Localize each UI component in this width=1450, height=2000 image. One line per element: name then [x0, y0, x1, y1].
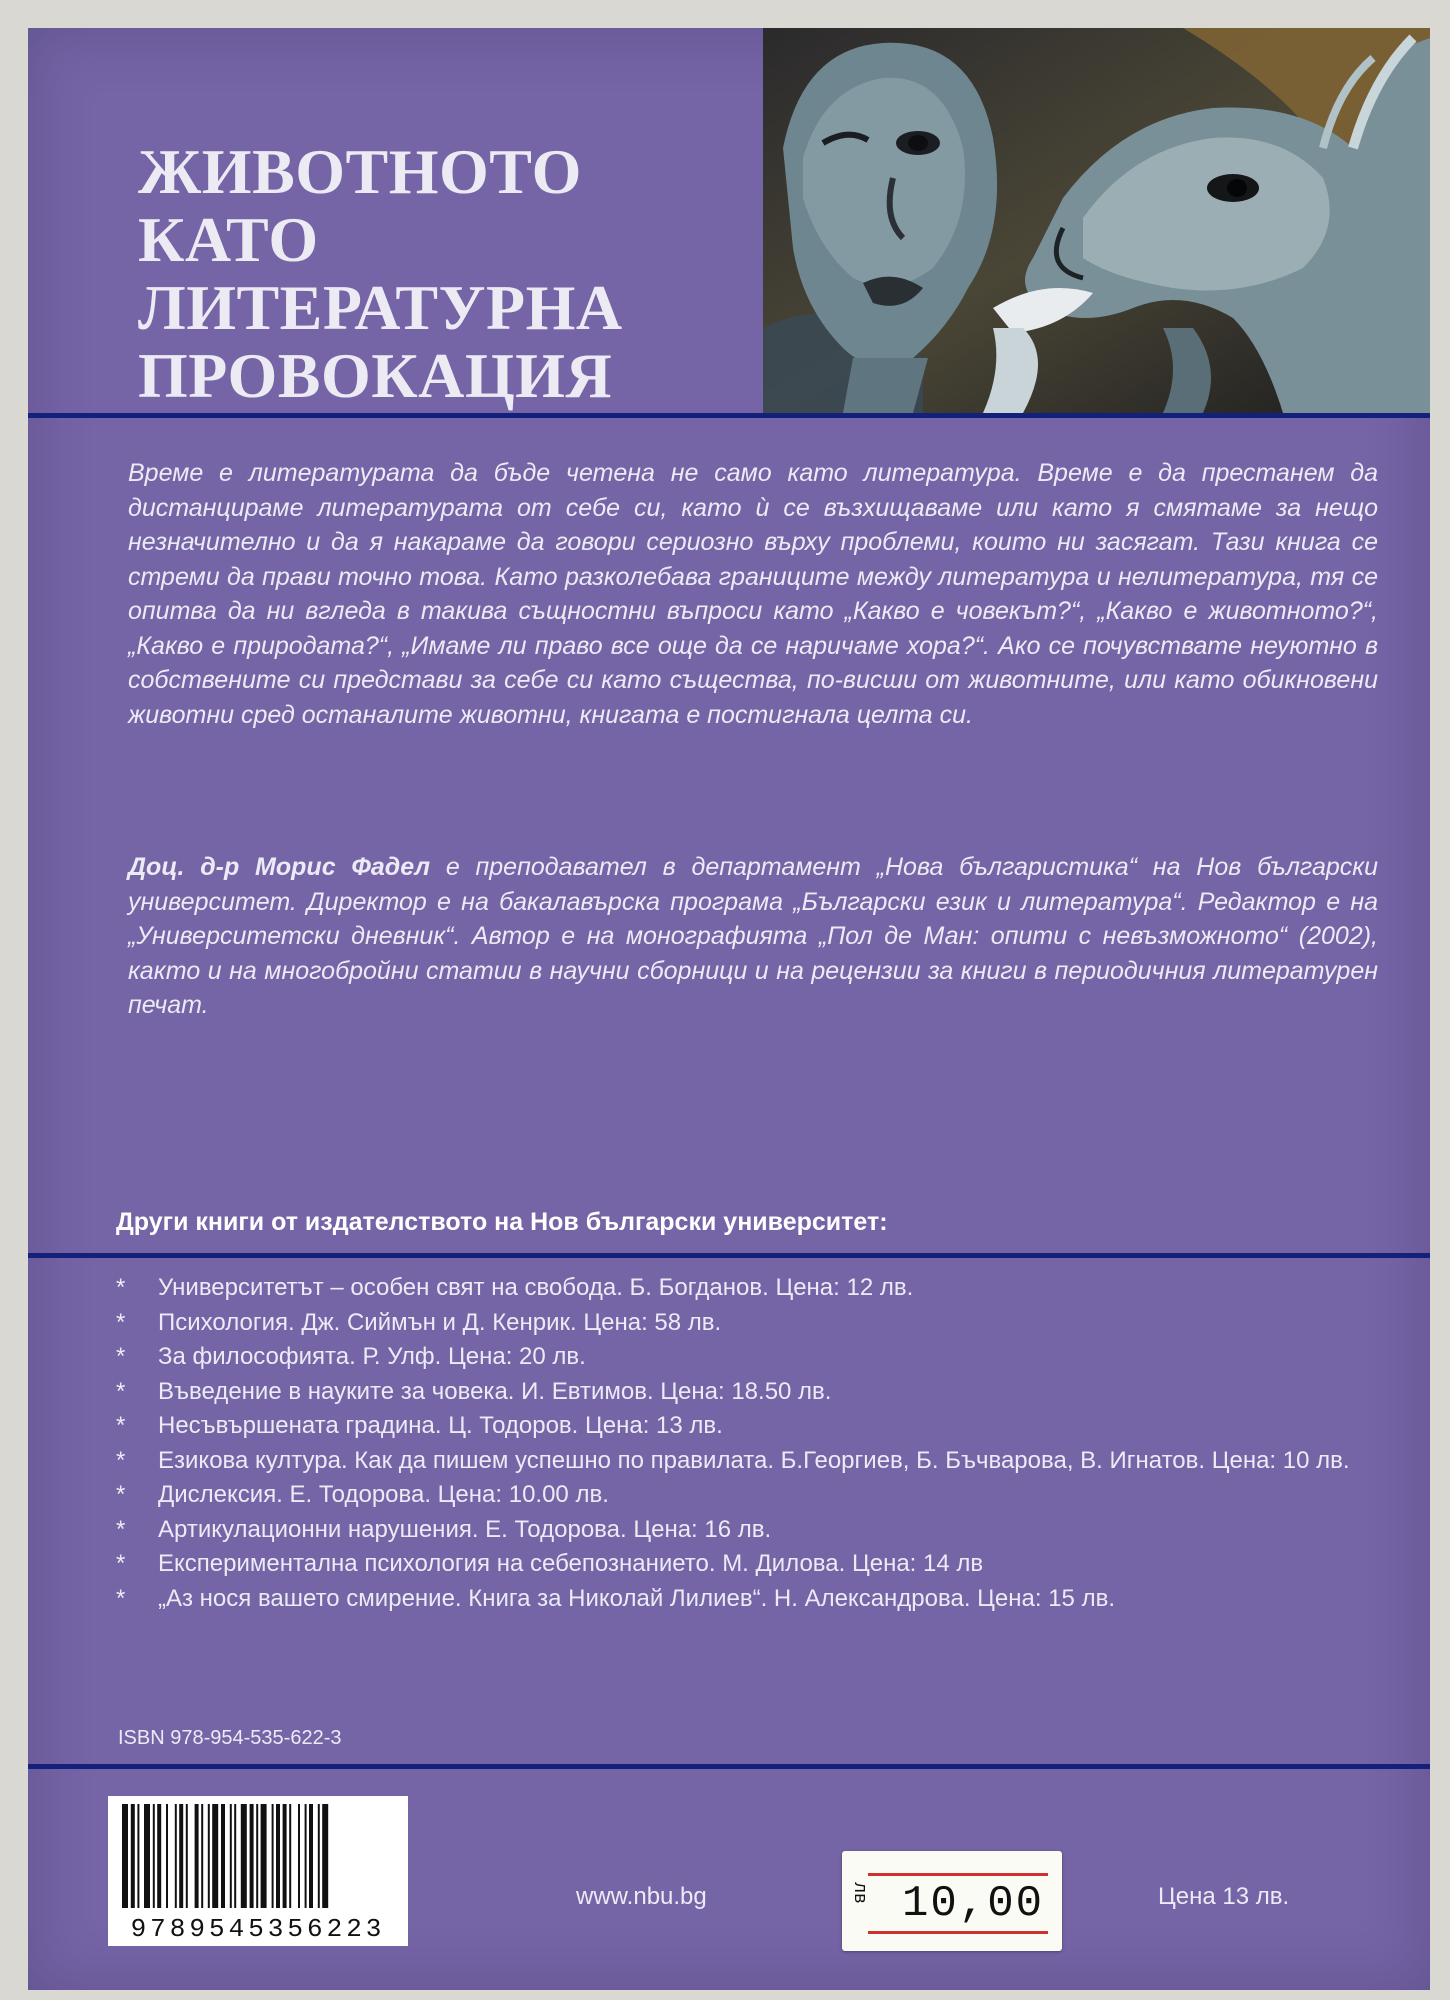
author-bio-text: е преподавател в департамент „Нова българистика“ на Нов български университет. Директор е на бакалавърска програма „Български език и литература“. Редактор е на „Университетски дневник“. Автор е на монографията „Пол де Ман: опити с невъзможното“ (2002), както и на многобройни статии в научни сборници и на рецензии за книги в периодичния литературен печат.: [128, 853, 1378, 1019]
list-item: [116, 1375, 1396, 1410]
barcode-bar: [208, 1804, 210, 1908]
barcode-bar: [276, 1804, 280, 1908]
bullet-icon: *: [116, 1274, 126, 1301]
barcode-bar: [175, 1804, 177, 1908]
book-entry: Въведение в науките за човека. И. Евтимов. Цена: 18.50 лв.: [158, 1377, 832, 1405]
barcode-bar: [272, 1804, 274, 1908]
sticker-line: [868, 1873, 1048, 1876]
barcode-bar: [322, 1804, 328, 1908]
barcode-bar: [241, 1804, 247, 1908]
bullet-icon: *: [116, 1515, 126, 1543]
isbn: ISBN 978-954-535-622-3: [118, 1727, 342, 1749]
bullet-icon: *: [116, 1412, 126, 1439]
barcode-bar: [289, 1804, 291, 1908]
title-line: ЛИТЕРАТУРНА: [138, 272, 623, 343]
barcode-bar: [261, 1804, 267, 1908]
other-books-list: [116, 1271, 1396, 1616]
barcode-bar: [195, 1804, 199, 1908]
barcode-bar: [201, 1804, 203, 1908]
barcode-bar: [221, 1804, 225, 1908]
list-item: [116, 1547, 1396, 1582]
book-title: [138, 138, 623, 410]
other-books-heading: Други книги от издателството на Нов български университет:: [116, 1208, 888, 1236]
list-item: [116, 1340, 1396, 1375]
sticker-amount: 10,00: [902, 1879, 1045, 1929]
author-name: Доц. д-р Морис Фадел: [128, 853, 431, 881]
barcode-bar: [131, 1804, 135, 1908]
printed-price: Цена 13 лв.: [1158, 1883, 1290, 1910]
barcode-bar: [309, 1804, 313, 1908]
barcode-digits: 9789545356223: [130, 1914, 386, 1944]
book-entry: Експериментална психология на себепознанието. М. Дилова. Цена: 14 лв: [158, 1550, 984, 1577]
book-entry: Дислексия. Е. Тодорова. Цена: 10.00 лв.: [158, 1481, 609, 1508]
bullet-icon: *: [116, 1343, 126, 1370]
list-item: [116, 1306, 1396, 1341]
barcode-bars: [108, 1796, 408, 1914]
barcode: [108, 1796, 408, 1946]
barcode-bar: [305, 1804, 307, 1908]
price-sticker: [842, 1851, 1062, 1951]
divider: [28, 1764, 1430, 1769]
list-item: [116, 1582, 1396, 1617]
title-line: КАТО: [138, 204, 319, 275]
book-entry: Несъвършената градина. Ц. Тодоров. Цена: 13 лв.: [158, 1412, 723, 1439]
bullet-icon: *: [116, 1584, 126, 1612]
barcode-bar: [230, 1804, 232, 1908]
list-item: [116, 1444, 1396, 1479]
list-item: [116, 1513, 1396, 1548]
barcode-bar: [144, 1804, 150, 1908]
book-entry: За философията. Р. Улф. Цена: 20 лв.: [158, 1343, 586, 1370]
barcode-bar: [318, 1804, 320, 1908]
barcode-bar: [256, 1804, 258, 1908]
barcode-bar: [179, 1804, 183, 1908]
barcode-bar: [153, 1804, 155, 1908]
book-back-cover: [28, 28, 1430, 1990]
cover-painting: [763, 28, 1430, 413]
barcode-bar: [234, 1804, 236, 1908]
book-description: Време е литературата да бъде четена не само като литература. Време е да престанем да дистанцираме литературата от себе си, като ѝ се възхищаваме или като я смятаме за нещо незначително и да я накараме да говори сериозно върху проблеми, които ни засягат. Тази книга се стреми да прави точно това. Като разколебава границите между литература и нелитература, тя се опитва да ни вгледа в такива същностни въпроси като „Какво е човекът?“, „Какво е животното?“, „Какво е природата?“, „Имаме ли право все още да се наричаме хора?“. Ако се почувствате неуютно в собствените си представи за себе си като същества, по-висши от животните, или като обикновени животни сред останалите животни, книгата е постигнала целта си.: [128, 459, 1378, 729]
barcode-bar: [283, 1804, 287, 1908]
author-bio: [128, 850, 1378, 1023]
bullet-icon: *: [116, 1377, 126, 1405]
barcode-bar: [122, 1804, 128, 1908]
barcode-bar: [186, 1804, 188, 1908]
book-entry: Психология. Дж. Сиймън и Д. Кенрик. Цена: 58 лв.: [158, 1308, 722, 1336]
book-entry: „Аз нося вашето смирение. Книга за Николай Лилиев“. Н. Александрова. Цена: 15 лв.: [158, 1584, 1115, 1612]
sticker-line: [868, 1931, 1048, 1934]
list-item: [116, 1409, 1396, 1444]
book-entry: Езикова култура. Как да пишем успешно по правилата. Б.Георгиев, Б. Бъчварова, В. Игнатов. Цена: 10 лв.: [158, 1446, 1350, 1474]
sticker-currency: лв: [848, 1882, 869, 1904]
book-entry: Университетът – особен свят на свобода. Б. Богданов. Цена: 12 лв.: [158, 1274, 914, 1301]
list-item: [116, 1478, 1396, 1513]
bullet-icon: *: [116, 1446, 126, 1474]
barcode-bar: [166, 1804, 168, 1908]
barcode-bar: [250, 1804, 254, 1908]
bullet-icon: *: [116, 1481, 126, 1508]
website-link[interactable]: www.nbu.bg: [576, 1883, 707, 1910]
book-entry: Артикулационни нарушения. Е. Тодорова. Цена: 16 лв.: [158, 1515, 772, 1543]
painting-illustration: [763, 28, 1430, 413]
barcode-bar: [157, 1804, 161, 1908]
barcode-bar: [137, 1804, 139, 1908]
bullet-icon: *: [116, 1308, 126, 1336]
divider: [28, 413, 1430, 418]
barcode-bar: [212, 1804, 218, 1908]
list-item: [116, 1271, 1396, 1306]
barcode-bar: [298, 1804, 300, 1908]
title-line: ЖИВОТНОТО: [138, 136, 582, 207]
title-line: ПРОВОКАЦИЯ: [138, 340, 613, 411]
bullet-icon: *: [116, 1550, 126, 1577]
divider: [28, 1253, 1430, 1258]
